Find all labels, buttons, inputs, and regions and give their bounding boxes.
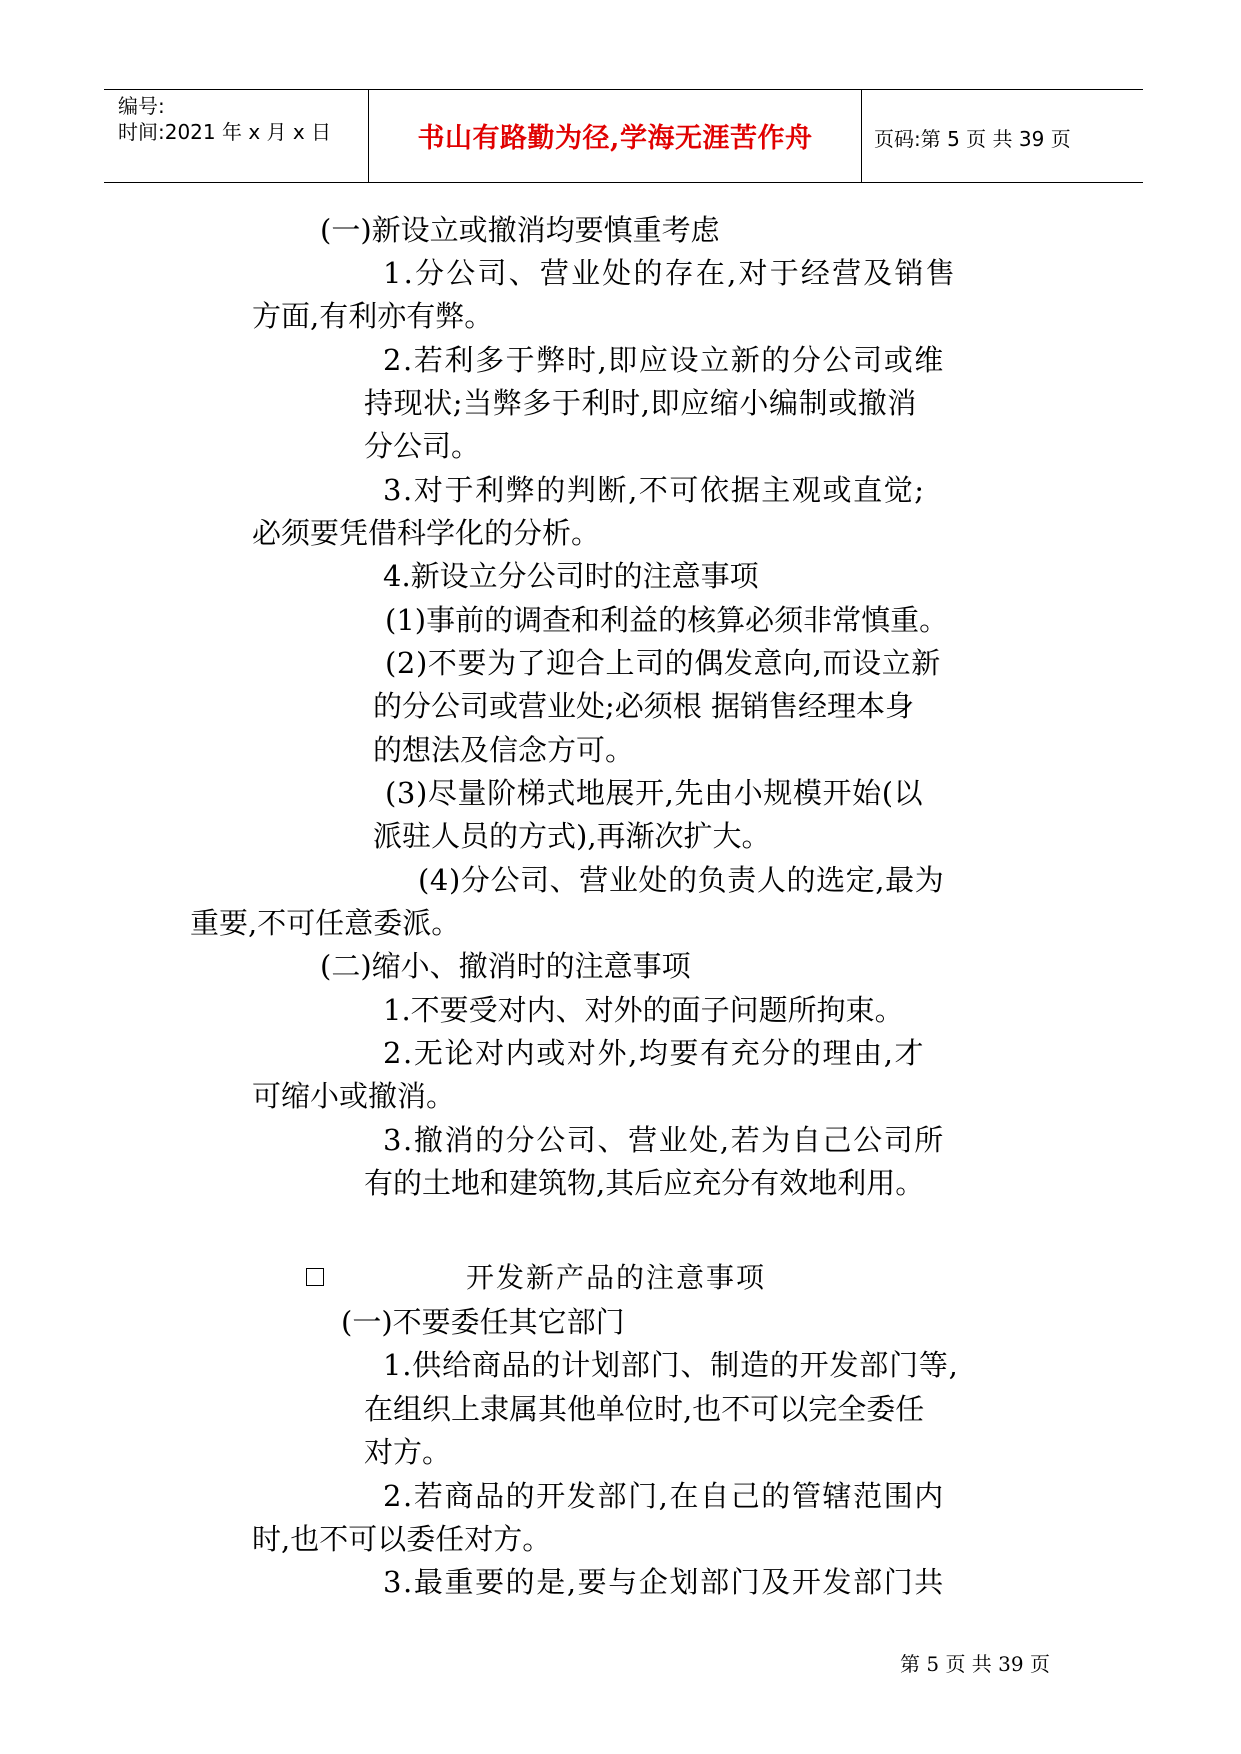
serial-label: 编号: — [118, 94, 165, 118]
paragraph-line: 1.分公司、营业处的存在,对于经营及销售 — [383, 256, 957, 290]
list-item: 的分公司或营业处;必须根 据销售经理本身 — [373, 689, 914, 723]
paragraph-line: 有的土地和建筑物,其后应充分有效地利用。 — [364, 1166, 925, 1200]
paragraph-line: 可缩小或撤消。 — [252, 1079, 456, 1113]
heading-2: (二)缩小、撤消时的注意事项 — [320, 949, 691, 983]
list-item: 重要,不可任意委派。 — [190, 906, 461, 940]
paragraph-line: 3.对于利弊的判断,不可依据主观或直觉; — [383, 473, 926, 507]
checkbox-icon — [306, 1268, 324, 1286]
paragraph-line: 2.若利多于弊时,即应设立新的分公司或维 — [383, 343, 945, 377]
paragraph-line: 3.撤消的分公司、营业处,若为自己公司所 — [383, 1123, 945, 1157]
header-motto-cell — [368, 90, 862, 182]
paragraph-line: 2.若商品的开发部门,在自己的管辖范围内 — [383, 1479, 945, 1513]
section-title — [306, 1258, 1026, 1298]
list-item: (4)分公司、营业处的负责人的选定,最为 — [418, 863, 945, 897]
header-meta-cell — [104, 90, 368, 182]
paragraph-line: 1.供给商品的计划部门、制造的开发部门等, — [383, 1348, 959, 1382]
paragraph-line: 必须要凭借科学化的分析。 — [252, 516, 601, 550]
paragraph-line: 在组织上隶属其他单位时,也不可以完全委任 — [364, 1392, 925, 1426]
paragraph-line: 2.无论对内或对外,均要有充分的理由,才 — [383, 1036, 926, 1070]
list-item: (2)不要为了迎合上司的偶发意向,而设立新 — [385, 646, 941, 680]
paragraph-line: 持现状;当弊多于利时,即应缩小编制或撤消 — [364, 386, 917, 420]
motto: 书山有路勤为径,学海无涯苦作舟 — [417, 123, 813, 154]
list-item: 的想法及信念方可。 — [373, 733, 635, 767]
paragraph-line: 4.新设立分公司时的注意事项 — [383, 559, 759, 593]
paragraph-line: 1.不要受对内、对外的面子问题所拘束。 — [383, 993, 904, 1027]
time-label: 时间:2021 年 x 月 x 日 — [118, 120, 332, 144]
page-footer: 第 5 页 共 39 页 — [900, 1652, 1050, 1676]
section-title-text: 开发新产品的注意事项 — [466, 1261, 767, 1294]
heading-1: (一)不要委任其它部门 — [341, 1305, 625, 1339]
paragraph-line: 对方。 — [364, 1435, 452, 1469]
list-item: (3)尽量阶梯式地展开,先由小规模开始(以 — [385, 776, 924, 810]
paragraph-line: 分公司。 — [364, 429, 481, 463]
list-item: 派驻人员的方式),再渐次扩大。 — [373, 819, 771, 853]
paragraph-line: 方面,有利亦有弊。 — [252, 299, 494, 333]
list-item: (1)事前的调查和利益的核算必须非常慎重。 — [385, 603, 949, 637]
paragraph-line: 时,也不可以委任对方。 — [252, 1522, 552, 1556]
header-page-cell — [862, 90, 1143, 182]
page-header — [104, 89, 1143, 183]
heading-1: (一)新设立或撤消均要慎重考虑 — [320, 213, 720, 247]
paragraph-line: 3.最重要的是,要与企划部门及开发部门共 — [383, 1565, 945, 1599]
page-info: 页码:第 5 页 共 39 页 — [874, 127, 1071, 151]
